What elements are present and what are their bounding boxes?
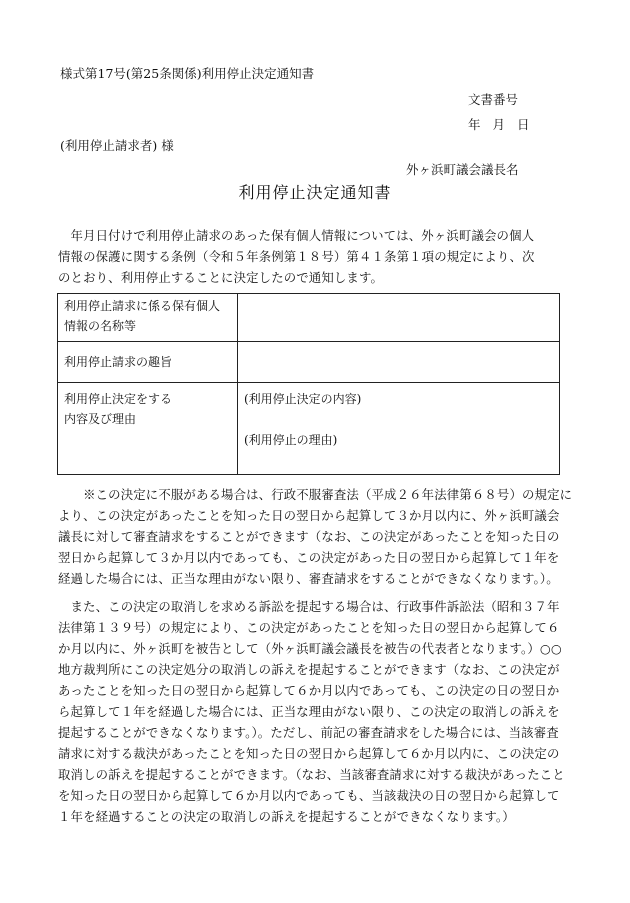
lawsuit-notice-paragraph (58, 596, 568, 827)
info-name-value-cell (238, 294, 560, 342)
info-name-label-cell (58, 294, 238, 342)
notice-line: 取消しの訴えを提起することができます。（なお、当該審査請求に対する裁決があったこと (58, 767, 565, 782)
table-row (58, 342, 560, 383)
sender-name: 外ヶ浜町議会議長名 (406, 162, 519, 177)
form-label: 様式第17号(第25条関係)利用停止決定通知書 (60, 66, 315, 81)
notice-line: 経過した場合には、正当な理由がない限り、審査請求をすることができなくなります。）。 (58, 571, 559, 586)
intro-line: 情報の保護に関する条例（令和５年条例第１８号）第４１条第１項の規定により、次 (58, 249, 535, 264)
document-title: 利用停止決定通知書 (238, 183, 392, 202)
notice-line: 請求に対する裁決があったことを知った日の翌日から起算して６か月以内に、この決定の (58, 746, 560, 761)
intro-paragraph (58, 225, 568, 288)
decision-label-cell (58, 383, 238, 475)
notice-line: より、この決定があったことを知った日の翌日から起算して３か月以内に、外ヶ浜町議会 (58, 508, 560, 523)
notice-line: 議長に対して審査請求をすることができます（なお、この決定があったことを知った日の (58, 529, 560, 544)
notice-line: 翌日から起算して３か月以内であっても、この決定があった日の翌日から起算して１年を (58, 550, 560, 565)
notice-line: 提起することができなくなります。）。ただし、前記の審査請求をした場合には、当該審査 (58, 725, 559, 740)
table-row (58, 294, 560, 342)
document-number: 文書番号 (468, 92, 519, 107)
decision-content-label: (利用停止決定の内容) (244, 392, 362, 406)
decision-value-cell (238, 383, 560, 475)
notice-line: か月以内に、外ヶ浜町を被告として（外ヶ浜町議会議長を被告の代表者となります。）○○ (58, 641, 562, 656)
notice-line: ※この決定に不服がある場合は、行政不服審査法（平成２６年法律第６８号）の規定に (58, 487, 573, 502)
info-name-label: 利用停止請求に係る保有個人 (64, 299, 221, 313)
decision-details-table (57, 293, 560, 475)
request-purpose-label: 利用停止請求の趣旨 (58, 342, 238, 383)
info-name-label: 情報の名称等 (64, 319, 137, 333)
notice-line: 地方裁判所にこの決定処分の取消しの訴えを提起することができます（なお、この決定が (58, 662, 560, 677)
decision-label: 利用停止決定をする (64, 392, 173, 406)
notice-line: 法律第１３９号）の規定により、この決定があったことを知った日の翌日から起算して６ (58, 620, 560, 635)
recipient-name: (利用停止請求者) 様 (60, 138, 174, 153)
intro-line: 年月日付けで利用停止請求のあった保有個人情報については、外ヶ浜町議会の個人 (58, 228, 535, 243)
notice-line: ら起算して１年を経過した場合には、正当な理由がない限り、この決定の取消しの訴えを (58, 704, 560, 719)
decision-label: 内容及び理由 (64, 412, 137, 426)
request-purpose-value-cell (238, 342, 560, 383)
intro-line: のとおり、利用停止することに決定したので通知します。 (58, 270, 384, 285)
notice-line: また、この決定の取消しを求める訴訟を提起する場合は、行政事件訴訟法（昭和３７年 (58, 599, 560, 614)
notice-line: あったことを知った日の翌日から起算して６か月以内であっても、この決定の日の翌日か (58, 683, 560, 698)
decision-reason-label: (利用停止の理由) (244, 433, 338, 447)
notice-line: １年を経過することの決定の取消しの訴えを提起することができなくなります。） (58, 809, 515, 824)
document-date: 年 月 日 (468, 117, 534, 132)
appeal-notice-paragraph (58, 484, 573, 589)
notice-line: を知った日の翌日から起算して６か月以内であっても、当該裁決の日の翌日から起算して (58, 788, 560, 803)
table-row (58, 383, 560, 475)
